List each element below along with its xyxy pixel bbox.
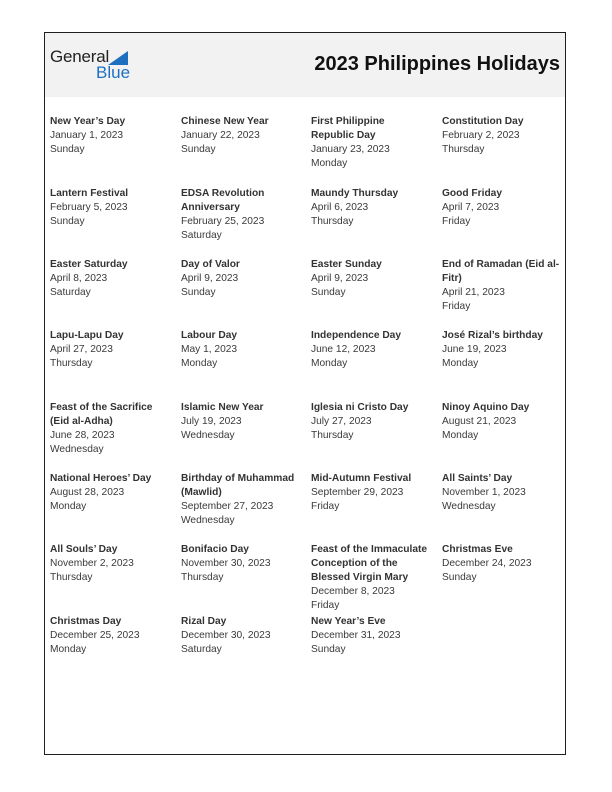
holiday-name: Chinese New Year <box>181 116 269 127</box>
holiday-name: Easter Saturday <box>50 259 128 270</box>
holiday-item <box>181 115 299 157</box>
holiday-date: December 31, 2023 <box>311 630 401 641</box>
holiday-weekday: Sunday <box>311 644 346 655</box>
holiday-item <box>311 401 429 443</box>
holiday-date: December 30, 2023 <box>181 630 271 641</box>
holiday-item <box>50 472 168 514</box>
holiday-date: December 8, 2023 <box>311 586 395 597</box>
holiday-name: New Year’s Day <box>50 116 126 127</box>
holiday-name: End of Ramadan (Eid al-Fitr) <box>442 259 560 284</box>
holiday-weekday: Friday <box>442 301 471 312</box>
holiday-date: February 5, 2023 <box>50 202 128 213</box>
holiday-item <box>50 401 168 457</box>
holiday-name: Ninoy Aquino Day <box>442 402 530 413</box>
holiday-item <box>311 472 429 514</box>
holiday-weekday: Thursday <box>442 144 485 155</box>
holiday-name: Lapu-Lapu Day <box>50 330 124 341</box>
holiday-name: José Rizal’s birthday <box>442 330 543 341</box>
holiday-weekday: Thursday <box>181 572 224 583</box>
holiday-date: December 24, 2023 <box>442 558 532 569</box>
holiday-weekday: Saturday <box>181 230 222 241</box>
holiday-item <box>442 472 560 514</box>
holiday-weekday: Sunday <box>181 287 216 298</box>
holiday-item <box>181 615 299 657</box>
holiday-item <box>311 258 429 300</box>
holiday-item <box>181 258 299 300</box>
holiday-item <box>311 115 429 171</box>
holiday-name: First Philippine Republic Day <box>311 116 385 141</box>
holiday-name: Feast of the Sacrifice (Eid al-Adha) <box>50 402 153 427</box>
holiday-name: Labour Day <box>181 330 238 341</box>
header <box>45 33 565 97</box>
holiday-item <box>181 472 299 528</box>
holiday-date: December 25, 2023 <box>50 630 140 641</box>
holiday-name: Easter Sunday <box>311 259 382 270</box>
holiday-item <box>442 187 560 229</box>
holiday-name: Maundy Thursday <box>311 188 399 199</box>
holiday-item <box>442 258 560 314</box>
holiday-date: June 28, 2023 <box>50 430 115 441</box>
holiday-name: Constitution Day <box>442 116 524 127</box>
logo-general-text: General <box>50 47 110 66</box>
page-frame <box>44 32 566 755</box>
holiday-weekday: Sunday <box>311 287 346 298</box>
holiday-weekday: Monday <box>311 358 348 369</box>
holiday-item <box>50 187 168 229</box>
holiday-item <box>311 329 429 371</box>
holiday-weekday: Wednesday <box>181 515 235 526</box>
holiday-name: Iglesia ni Cristo Day <box>311 402 409 413</box>
holiday-name: Rizal Day <box>181 616 227 627</box>
holiday-name: EDSA Revolution Anniversary <box>181 188 265 213</box>
holiday-weekday: Sunday <box>50 216 85 227</box>
holiday-weekday: Friday <box>311 501 340 512</box>
holiday-weekday: Thursday <box>311 430 354 441</box>
page-title: 2023 Philippines Holidays <box>314 53 560 75</box>
holiday-item <box>50 329 168 371</box>
holiday-name: Day of Valor <box>181 259 240 270</box>
holiday-date: June 19, 2023 <box>442 344 507 355</box>
holiday-item <box>181 329 299 371</box>
holiday-name: Mid-Autumn Festival <box>311 473 412 484</box>
holiday-weekday: Friday <box>311 600 340 611</box>
holiday-item <box>181 401 299 443</box>
holiday-weekday: Thursday <box>50 358 93 369</box>
holiday-item <box>442 543 560 585</box>
holiday-weekday: Wednesday <box>181 430 235 441</box>
holiday-weekday: Monday <box>50 644 87 655</box>
holiday-date: November 30, 2023 <box>181 558 271 569</box>
holiday-date: January 1, 2023 <box>50 130 124 141</box>
holiday-date: April 8, 2023 <box>50 273 108 284</box>
holiday-item <box>442 401 560 443</box>
holiday-name: Lantern Festival <box>50 188 129 199</box>
holiday-date: April 21, 2023 <box>442 287 505 298</box>
holiday-date: November 2, 2023 <box>50 558 134 569</box>
holiday-weekday: Sunday <box>50 144 85 155</box>
holiday-name: All Saints’ Day <box>442 473 513 484</box>
holiday-date: January 23, 2023 <box>311 144 390 155</box>
holiday-item <box>442 115 560 157</box>
holiday-name: Birthday of Muhammad (Mawlid) <box>181 473 295 498</box>
holiday-weekday: Thursday <box>311 216 354 227</box>
holiday-name: Christmas Day <box>50 616 122 627</box>
holiday-date: January 22, 2023 <box>181 130 260 141</box>
holiday-weekday: Wednesday <box>442 501 496 512</box>
holiday-name: Independence Day <box>311 330 402 341</box>
holiday-item <box>311 187 429 229</box>
holiday-name: Good Friday <box>442 188 502 199</box>
holiday-date: August 21, 2023 <box>442 416 517 427</box>
holiday-date: May 1, 2023 <box>181 344 238 355</box>
holiday-weekday: Thursday <box>50 572 93 583</box>
holiday-weekday: Monday <box>442 358 479 369</box>
logo-blue-text: Blue <box>96 63 131 82</box>
holiday-date: September 29, 2023 <box>311 487 404 498</box>
holiday-name: All Souls’ Day <box>50 544 118 555</box>
holiday-name: New Year’s Eve <box>311 616 386 627</box>
holiday-name: Christmas Eve <box>442 544 513 555</box>
holiday-item <box>311 543 429 613</box>
holiday-date: April 7, 2023 <box>442 202 500 213</box>
holiday-item <box>50 115 168 157</box>
holiday-name: Bonifacio Day <box>181 544 249 555</box>
holiday-item <box>442 329 560 371</box>
holiday-date: April 9, 2023 <box>181 273 239 284</box>
holiday-weekday: Monday <box>442 430 479 441</box>
holiday-date: April 9, 2023 <box>311 273 369 284</box>
holiday-weekday: Monday <box>181 358 218 369</box>
holiday-weekday: Monday <box>311 158 348 169</box>
holiday-date: February 25, 2023 <box>181 216 265 227</box>
holiday-item <box>50 615 168 657</box>
holiday-item <box>181 543 299 585</box>
holiday-weekday: Monday <box>50 501 87 512</box>
holiday-item <box>311 615 429 657</box>
holiday-date: November 1, 2023 <box>442 487 526 498</box>
holiday-item <box>181 187 299 243</box>
holiday-weekday: Sunday <box>181 144 216 155</box>
holiday-name: Feast of the Immaculate Conception of the Blessed Virgin Mary <box>311 544 428 583</box>
holiday-date: July 27, 2023 <box>311 416 372 427</box>
holiday-item <box>50 258 168 300</box>
holiday-date: July 19, 2023 <box>181 416 242 427</box>
holiday-weekday: Sunday <box>442 572 477 583</box>
holiday-date: August 28, 2023 <box>50 487 125 498</box>
holiday-weekday: Saturday <box>50 287 91 298</box>
holiday-name: National Heroes’ Day <box>50 473 152 484</box>
holiday-name: Islamic New Year <box>181 402 264 413</box>
holiday-weekday: Wednesday <box>50 444 104 455</box>
holiday-weekday: Saturday <box>181 644 222 655</box>
holiday-date: September 27, 2023 <box>181 501 274 512</box>
generalblue-logo <box>50 47 140 87</box>
holiday-date: April 6, 2023 <box>311 202 369 213</box>
holiday-weekday: Friday <box>442 216 471 227</box>
holiday-item <box>50 543 168 585</box>
holiday-date: June 12, 2023 <box>311 344 376 355</box>
holiday-date: February 2, 2023 <box>442 130 520 141</box>
holiday-date: April 27, 2023 <box>50 344 113 355</box>
